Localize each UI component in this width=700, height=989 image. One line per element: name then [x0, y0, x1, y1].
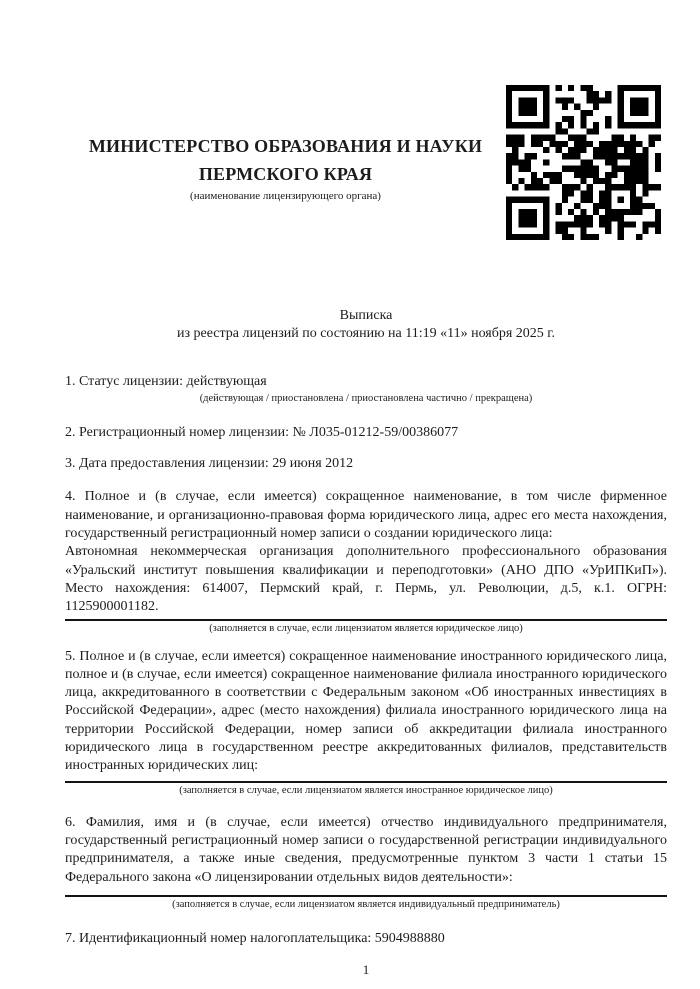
- item-4-legal-entity-label: 4. Полное и (в случае, если имеется) сокращенное наименование, в том числе фирменное наименование, и организационно-правовая форма юридического лица, адрес его места нахождения, государственный регистрационный номер записи о создании юридического лица:: [65, 489, 667, 542]
- qr-code: [506, 85, 661, 240]
- licensing-authority-block: [65, 0, 506, 203]
- item-3-license-date: 3. Дата предоставления лицензии: 29 июня 2012: [65, 456, 354, 472]
- document-subtitle: из реестра лицензий по состоянию на 11:19 «11» ноября 2025 г.: [177, 326, 555, 342]
- document-title-block: [65, 307, 667, 344]
- item-1-license-status: 1. Статус лицензии: действующая: [65, 373, 267, 389]
- item-4-note: (заполняется в случае, если лицензиатом является юридическое лицо): [209, 622, 523, 634]
- item-5-note: (заполняется в случае, если лицензиатом является иностранное юридическое лицо): [179, 784, 553, 796]
- item-4-legal-entity-value: Автономная некоммерческая организация дополнительного профессионального образования «Уральский институт повышения квалификации и переподготовки» (АНО ДПО «УрИПКиП»). Место нахождения: 614007, Пермский край, г. Пермь, ул. Революции, д.5, к.1. ОГРН: 1125900001182.: [65, 544, 667, 615]
- item-5-foreign-entity-label: 5. Полное и (в случае, если имеется) сокращенное наименование иностранного юридического лица, полное и (в случае, если имеется) сокращенное наименование филиала иностранного юридического лица, аккредитованного в соответствии с Федеральным законом «Об иностранных инвестициях в Российской Федерации», адрес (место нахождения) филиала иностранного юридического лица на территории Российской Федерации, номер записи об аккредитации филиала иностранного юридического лица в государственном реестре аккредитованных филиалов, представительств иностранных юридических лиц:: [65, 648, 667, 774]
- page-number: 1: [362, 962, 370, 978]
- item-6-entrepreneur-label: 6. Фамилия, имя и (в случае, если имеется) отчество индивидуального предпринимателя, государственный регистрационный номер записи о государственной регистрации индивидуального предпринимателя, а также иные сведения, предусмотренные пунктом 3 части 1 статьи 15 Федерального закона «О лицензировании отдельных видов деятельности»:: [65, 814, 667, 885]
- document-title: Выписка: [339, 308, 393, 323]
- fill-in-rule-legal-entity: [65, 619, 667, 621]
- fill-in-rule-foreign-entity: [65, 781, 667, 783]
- item-7-taxpayer-number: 7. Идентификационный номер налогоплательщика: 5904988880: [65, 930, 445, 946]
- licensing-authority-name: [65, 132, 506, 188]
- licensing-authority-name-line2: ПЕРМСКОГО КРАЯ: [198, 164, 373, 184]
- licensing-authority-name-line1: МИНИСТЕРСТВО ОБРАЗОВАНИЯ И НАУКИ: [88, 136, 483, 156]
- item-1-note: (действующая / приостановлена / приостановлена частично / прекращена): [199, 392, 533, 404]
- licensing-authority-caption: (наименование лицензирующего органа): [190, 190, 381, 202]
- fill-in-rule-entrepreneur: [65, 895, 667, 897]
- item-2-registration-number: 2. Регистрационный номер лицензии: № Л035-01212-59/00386077: [65, 424, 459, 440]
- item-6-note: (заполняется в случае, если лицензиатом является индивидуальный предприниматель): [172, 898, 560, 910]
